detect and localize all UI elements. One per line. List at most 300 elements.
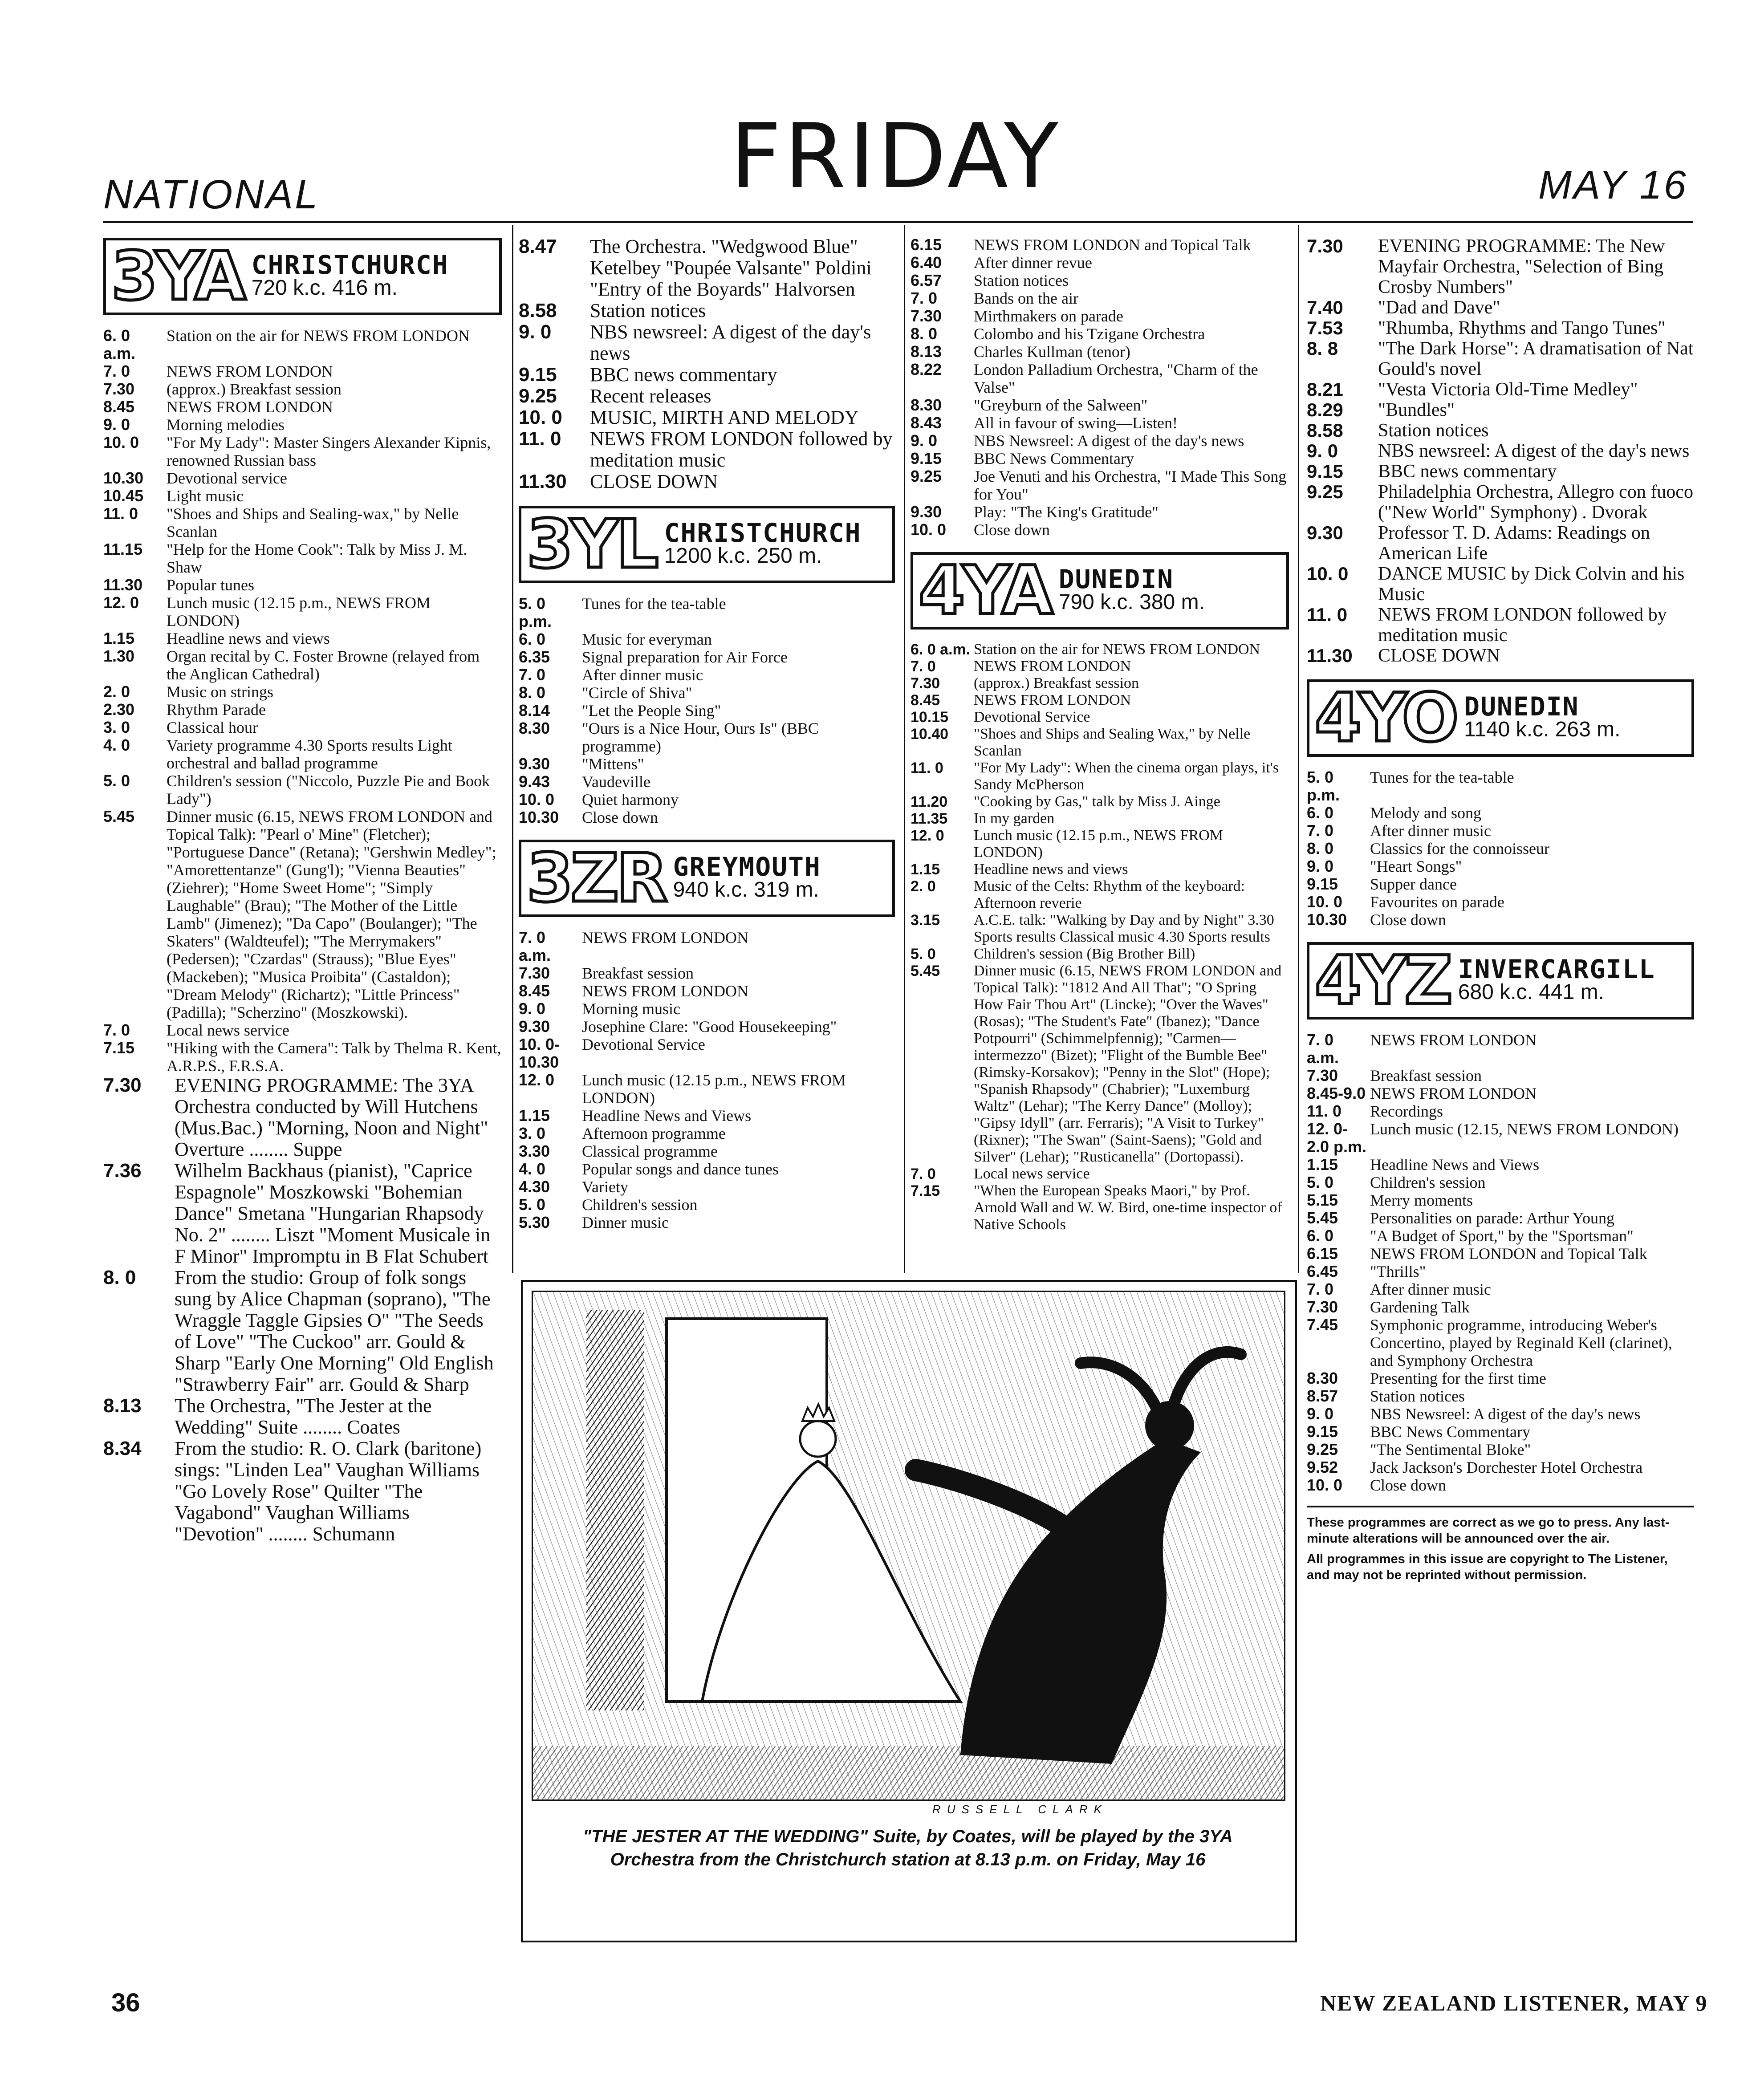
programme-time: 11.20 (911, 793, 948, 810)
programme-entry (1307, 1209, 1694, 1227)
programme-time: 8. 8 (1307, 338, 1338, 359)
programme-description: NEWS FROM LONDON (167, 398, 333, 416)
programme-time: 4. 0 (519, 1160, 546, 1178)
programme-entry (103, 469, 502, 487)
programme-entry (103, 808, 502, 1021)
programme-time: 10. 0-10.30 (519, 1035, 560, 1071)
programme-entry (1307, 1476, 1694, 1494)
programme-description: Headline news and views (167, 630, 330, 647)
programme-description: Play: "The King's Gratitude" (974, 503, 1159, 521)
programme-time: 7.30 (103, 1074, 142, 1096)
programme-time: 8.47 (519, 236, 557, 257)
programme-time: 7.40 (1307, 297, 1343, 318)
programme-entry (911, 236, 1289, 254)
programme-entry (911, 450, 1289, 467)
station-header-3ya (103, 238, 502, 315)
programme-description: "Dad and Dave" (1378, 297, 1500, 318)
programme-entry (103, 719, 502, 736)
programme-time: 9. 0 (519, 999, 546, 1018)
programme-entry (911, 793, 1289, 810)
programme-time: 6. 0 (1307, 804, 1334, 822)
programme-time: 12. 0-2.0 p.m. (1307, 1120, 1367, 1156)
programme-description: Station notices (590, 300, 706, 321)
programme-description: Breakfast session (582, 964, 694, 982)
programme-time: 9. 0 (1307, 1405, 1334, 1423)
programme-time: 7.30 (519, 964, 550, 982)
programme-time: 2. 0 (911, 878, 936, 895)
programme-time: 11.35 (911, 810, 948, 827)
programme-entry (519, 1107, 895, 1125)
programme-time: 5. 0 p.m. (519, 594, 552, 630)
programme-time: 10.45 (103, 487, 144, 505)
programme-entry (911, 396, 1289, 414)
station-frequency: 1140 k.c. 263 m. (1464, 718, 1621, 741)
programme-time: 7.30 (1307, 236, 1343, 256)
programme-entry (1307, 1441, 1694, 1458)
programme-time: 8.30 (1307, 1369, 1338, 1387)
programme-entry (911, 827, 1289, 861)
programme-description: NEWS FROM LONDON followed by meditation music (1378, 605, 1667, 646)
programme-list (1307, 1031, 1694, 1494)
programme-time: 7. 0 (103, 362, 130, 380)
programme-description: Symphonic programme, introducing Weber's Concertino, played by Reginald Kell (clarinet), and Symphony Orchestra (1370, 1316, 1672, 1369)
programme-description: "Circle of Shiva" (582, 684, 692, 702)
programme-time: 7. 0 (1307, 1280, 1334, 1298)
programme-description: Lunch music (12.15 p.m., NEWS FROM LONDON) (974, 827, 1224, 861)
programme-entry (1307, 893, 1694, 911)
programme-time: 8.45 (519, 982, 550, 1000)
programme-description: BBC News Commentary (1370, 1423, 1530, 1441)
programme-entry (519, 1000, 895, 1018)
programme-entry (103, 683, 502, 701)
programme-description: Classical programme (582, 1142, 718, 1160)
programme-description: NBS newsreel: A digest of the day's news (1378, 441, 1690, 461)
programme-description: MUSIC, MIRTH AND MELODY (590, 406, 859, 428)
programme-time: 10. 0 (519, 406, 562, 428)
programme-time: 6.35 (519, 648, 550, 666)
programme-time: 1.30 (103, 647, 135, 665)
programme-time: 3.30 (519, 1142, 550, 1160)
programme-description: Close down (1370, 911, 1446, 929)
programme-description: Favourites on parade (1370, 893, 1504, 911)
programme-entry (1307, 400, 1694, 420)
programme-entry (911, 810, 1289, 827)
programme-time: 8. 0 (519, 683, 546, 702)
programme-entry (103, 362, 502, 380)
programme-time: 6. 0 a.m. (103, 326, 136, 362)
programme-entry (519, 791, 895, 808)
programme-description: Bands on the air (974, 289, 1078, 307)
programme-time: 10. 0 (519, 790, 555, 808)
programme-time: 10. 0 (103, 433, 139, 451)
programme-description: After dinner revue (974, 254, 1092, 272)
programme-description: "Hiking with the Camera": Talk by Thelma R. Kent, A.R.P.S., F.R.S.A. (167, 1039, 501, 1075)
programme-description: Station on the air for NEWS FROM LONDON (167, 327, 470, 345)
programme-time: 11. 0 (1307, 1102, 1342, 1120)
programme-description: In my garden (974, 810, 1055, 827)
programme-time: 8. 0 (1307, 839, 1334, 857)
programme-entry (519, 755, 895, 773)
station-header-4ya (911, 552, 1289, 630)
programme-time: 7.53 (1307, 317, 1343, 338)
programme-entry (1307, 441, 1694, 461)
programme-description: Signal preparation for Air Force (582, 648, 788, 666)
programme-description: "Bundles" (1378, 400, 1455, 420)
programme-description: Close down (974, 521, 1050, 539)
programme-entry (519, 471, 895, 492)
programme-entry (1307, 461, 1694, 482)
programme-time: 5.45 (1307, 1209, 1338, 1227)
programme-description: Recordings (1370, 1102, 1443, 1120)
programme-time: 7. 0 a.m. (1307, 1031, 1339, 1067)
programme-time: 9.15 (1307, 461, 1343, 482)
programme-list (519, 236, 895, 492)
programme-entry (911, 503, 1289, 521)
programme-time: 8.14 (519, 701, 550, 719)
programme-entry (519, 1071, 895, 1107)
page-title: FRIDAY (730, 105, 1061, 208)
station-call-sign: 4YO (1315, 679, 1456, 757)
programme-time: 8.58 (519, 300, 557, 321)
programme-description: Merry moments (1370, 1191, 1473, 1209)
programme-description: NEWS FROM LONDON and Topical Talk (1370, 1245, 1647, 1263)
programme-entry (1307, 1191, 1694, 1209)
programme-entry (519, 666, 895, 684)
programme-time: 9.30 (911, 503, 942, 521)
programme-entry (103, 576, 502, 594)
programme-description: Local news service (167, 1021, 289, 1039)
programme-time: 9.15 (1307, 1422, 1338, 1441)
programme-description: Devotional Service (974, 709, 1090, 725)
programme-time: 7. 0 (911, 658, 936, 675)
programme-time: 1.15 (519, 1106, 550, 1125)
header-rule (103, 221, 1693, 223)
programme-time: 10. 0 (1307, 563, 1349, 584)
programme-time: 8.30 (519, 719, 550, 737)
programme-description: "Heart Songs" (1370, 857, 1462, 875)
programme-description: Philadelphia Orchestra, Allegro con fuoco ("New World" Symphony) . Dvorak (1378, 482, 1693, 523)
programme-description: Music of the Celts: Rhythm of the keyboard: Afternoon reverie (974, 878, 1245, 911)
programme-description: EVENING PROGRAMME: The 3YA Orchestra conducted by Will Hutchens (Mus.Bac.) "Morning, Noon and Night" Overture ........ Suppe (175, 1074, 488, 1160)
programme-description: London Palladium Orchestra, "Charm of the Valse" (974, 361, 1258, 396)
evening-programme-list (103, 1075, 502, 1545)
programme-description: Close down (1370, 1476, 1446, 1494)
programme-description: Lunch music (12.15 p.m., NEWS FROM LONDON) (167, 594, 431, 630)
programme-time: 9.25 (1307, 481, 1343, 502)
programme-time: 10.30 (103, 469, 144, 487)
programme-entry (103, 380, 502, 398)
programme-entry (519, 386, 895, 407)
programme-entry (103, 487, 502, 505)
programme-time: 8. 0 (103, 1267, 136, 1288)
programme-time: 8.45-9.0 (1307, 1084, 1366, 1102)
programme-time: 8.22 (911, 360, 942, 378)
programme-time: 4. 0 (103, 736, 130, 754)
programme-time: 6.15 (911, 236, 942, 254)
programme-description: Breakfast session (1370, 1067, 1482, 1085)
evening-programme-list (1307, 236, 1694, 666)
programme-time: 8.43 (911, 414, 942, 432)
station-header-4yo (1307, 679, 1694, 757)
programme-description: Morning music (582, 1000, 680, 1018)
programme-entry (1307, 840, 1694, 857)
programme-time: 9. 0 (519, 321, 552, 343)
programme-description: Charles Kullman (tenor) (974, 343, 1130, 361)
programme-entry (103, 1075, 502, 1160)
programme-entry (519, 236, 895, 300)
programme-time: 9.43 (519, 772, 550, 791)
programme-time: 7.15 (911, 1182, 940, 1199)
programme-description: Tunes for the tea-table (582, 595, 726, 613)
programme-description: NEWS FROM LONDON and Topical Talk (974, 236, 1251, 254)
section-label: NATIONAL (103, 172, 320, 217)
programme-entry (1307, 1458, 1694, 1476)
jester-illustration (532, 1291, 1285, 1801)
programme-entry (911, 307, 1289, 325)
programme-description: "Shoes and Ships and Sealing-wax," by Nelle Scanlan (167, 505, 459, 540)
column-4 (1307, 236, 1694, 1583)
programme-entry (1307, 297, 1694, 318)
programme-time: 7.30 (1307, 1298, 1338, 1316)
programme-description: From the studio: Group of folk songs sung by Alice Chapman (soprano), "The Wraggle Taggle Gipsies O" "The Seeds of Love" "The Cuckoo" arr. Gould & Sharp "Early One Morning" Old English "Strawberry Fair" arr. Gould & Sharp (175, 1267, 494, 1395)
programme-time: 6.57 (911, 271, 942, 289)
programme-entry (103, 1438, 502, 1545)
programme-description: A.C.E. talk: "Walking by Day and by Night" 3.30 Sports results Classical music 4.30 Sports results (974, 912, 1274, 945)
column-3 (911, 236, 1289, 1233)
programme-entry (911, 521, 1289, 539)
programme-description: Vaudeville (582, 773, 650, 791)
programme-time: 10.40 (911, 726, 949, 743)
programme-entry (1307, 1227, 1694, 1245)
programme-entry (911, 467, 1289, 503)
programme-description: "Mittens" (582, 755, 644, 773)
programme-description: NBS Newsreel: A digest of the day's news (1370, 1405, 1641, 1423)
programme-time: 9. 0 (1307, 440, 1338, 461)
programme-entry (103, 701, 502, 719)
station-city: CHRISTCHURCH (251, 250, 449, 280)
programme-entry (911, 343, 1289, 361)
page-number: 36 (111, 1988, 140, 2017)
programme-time: 7.30 (103, 380, 135, 398)
programme-entry (519, 684, 895, 702)
programme-entry (1307, 1405, 1694, 1423)
programme-description: Mirthmakers on parade (974, 307, 1123, 325)
station-city: DUNEDIN (1058, 564, 1174, 594)
programme-time: 12. 0 (911, 827, 944, 844)
programme-description: Children's session (1370, 1174, 1486, 1191)
programme-description: Joe Venuti and his Orchestra, "I Made This Song for You" (974, 467, 1287, 503)
programme-entry (911, 641, 1289, 658)
programme-entry (911, 675, 1289, 692)
programme-description: Dinner music (582, 1214, 669, 1231)
programme-description: Close down (582, 808, 658, 826)
programme-description: The Orchestra. "Wedgwood Blue" Ketelbey "Poupée Valsante" Poldini "Entry of the Boyards" Halvorsen (590, 236, 872, 300)
programme-description: All in favour of swing—Listen! (974, 414, 1178, 432)
station-city: CHRISTCHURCH (664, 518, 862, 548)
programme-entry (519, 321, 895, 364)
column-rule-3 (1298, 225, 1299, 1273)
programme-description: Afternoon programme (582, 1125, 726, 1142)
programme-entry (1307, 564, 1694, 605)
programme-description: Presenting for the first time (1370, 1369, 1546, 1387)
programme-time: 9.15 (1307, 875, 1338, 893)
programme-entry (1307, 1085, 1694, 1102)
programme-time: 10.30 (519, 808, 559, 826)
programme-entry (1307, 1423, 1694, 1441)
programme-time: 5.15 (1307, 1191, 1338, 1209)
programme-time: 10.15 (911, 709, 949, 726)
programme-time: 8.34 (103, 1438, 142, 1459)
programme-entry (911, 658, 1289, 675)
programme-entry (1307, 523, 1694, 564)
programme-time: 9.25 (1307, 1440, 1338, 1458)
programme-entry (1307, 857, 1694, 875)
programme-entry (103, 630, 502, 647)
programme-description: Popular tunes (167, 576, 254, 594)
programme-description: Organ recital by C. Foster Browne (relayed from the Anglican Cathedral) (167, 647, 480, 683)
programme-description: NEWS FROM LONDON (974, 692, 1131, 708)
programme-time: 5.30 (519, 1213, 550, 1231)
programme-description: Classics for the connoisseur (1370, 840, 1549, 857)
programme-time: 3.15 (911, 912, 940, 929)
illustration-caption: "THE JESTER AT THE WEDDING" Suite, by Coates, will be played by the 3YA Orchestra from the Christchurch station at 8.13 p.m. on Friday, May 16 (583, 1827, 1233, 1869)
programme-entry (1307, 1174, 1694, 1191)
programme-time: 11.30 (519, 471, 567, 492)
programme-time: 9. 0 (911, 431, 938, 450)
programme-time: 8.58 (1307, 420, 1343, 441)
notes-copyright: All programmes in this issue are copyright to The Listener, and may not be reprinted without permission. (1307, 1552, 1668, 1582)
programme-entry (103, 416, 502, 434)
programme-entry (1307, 1263, 1694, 1280)
programme-time: 2.30 (103, 700, 135, 719)
station-frequency: 790 k.c. 380 m. (1058, 590, 1205, 614)
station-header-4yz (1307, 942, 1694, 1020)
programme-description: "Rhumba, Rhythms and Tango Tunes" (1378, 318, 1666, 338)
programme-description: NEWS FROM LONDON (167, 362, 333, 380)
programme-list (103, 327, 502, 1075)
programme-description: Lunch music (12.15, NEWS FROM LONDON) (1370, 1120, 1679, 1138)
programme-description: From the studio: R. O. Clark (baritone) sings: "Linden Lea" Vaughan Williams "Go Lovely Rose" Quilter "The Vagabond" Vaughan Williams "Devotion" ........ Schumann (175, 1438, 482, 1545)
programme-description: The Orchestra, "The Jester at the Wedding" Suite ........ Coates (175, 1395, 432, 1438)
programme-time: 8.13 (911, 342, 942, 361)
programme-time: 7. 0 a.m. (519, 928, 551, 964)
programme-description: (approx.) Breakfast session (167, 380, 341, 398)
programme-entry (1307, 1156, 1694, 1174)
programme-time: 12. 0 (103, 593, 139, 612)
programme-entry (519, 364, 895, 386)
programme-description: NBS newsreel: A digest of the day's news (590, 321, 871, 364)
programme-entry (519, 929, 895, 964)
programme-entry (103, 327, 502, 362)
programme-entry (103, 647, 502, 683)
programme-entry (911, 912, 1289, 946)
programme-description: NEWS FROM LONDON (582, 982, 749, 1000)
programme-time: 8.13 (103, 1395, 142, 1417)
station-call-sign: 3YL (527, 506, 656, 583)
programme-entry (519, 1142, 895, 1160)
programme-description: Headline News and Views (582, 1107, 752, 1125)
programme-list (1307, 768, 1694, 929)
programme-entry (519, 1196, 895, 1214)
programme-description: BBC news commentary (1378, 461, 1557, 482)
programme-description: BBC news commentary (590, 364, 777, 386)
programme-description: Devotional Service (582, 1036, 705, 1053)
column-3ya (103, 236, 502, 1545)
programme-description: Quiet harmony (582, 791, 679, 808)
programme-time: 9.52 (1307, 1458, 1338, 1476)
programme-description: NEWS FROM LONDON followed by meditation music (590, 428, 893, 471)
programme-time: 8.21 (1307, 379, 1343, 400)
programme-entry (911, 709, 1289, 726)
programme-entry (519, 964, 895, 982)
programme-entry (103, 1395, 502, 1438)
programme-description: "Ours is a Nice Hour, Ours Is" (BBC programme) (582, 719, 819, 755)
programme-entry (1307, 1280, 1694, 1298)
illustration-frame (521, 1280, 1297, 1942)
programme-entry (103, 540, 502, 576)
programme-entry (519, 630, 895, 648)
programme-entry (519, 1160, 895, 1178)
programme-description: (approx.) Breakfast session (974, 675, 1139, 691)
programme-description: Rhythm Parade (167, 701, 266, 719)
programme-time: 11. 0 (911, 760, 943, 776)
programme-description: After dinner music (582, 666, 703, 684)
programme-list (911, 641, 1289, 1233)
programme-time: 7.30 (911, 675, 940, 692)
programme-entry (103, 594, 502, 630)
station-city: INVERCARGILL (1458, 954, 1655, 984)
programme-description: "For My Lady": When the cinema organ plays, it's Sandy McPherson (974, 760, 1279, 793)
programme-description: "Greyburn of the Salween" (974, 396, 1148, 414)
programme-time: 11.15 (103, 540, 143, 558)
programme-time: 5. 0 p.m. (1307, 768, 1340, 804)
station-frequency: 720 k.c. 416 m. (251, 276, 398, 300)
programme-entry (1307, 605, 1694, 646)
programme-time: 7. 0 (519, 666, 546, 684)
programme-time: 9. 0 (103, 415, 130, 434)
programme-entry (1307, 875, 1694, 893)
programme-time: 8.45 (103, 398, 135, 416)
programme-time: 10. 0 (1307, 893, 1343, 911)
programme-time: 7.36 (103, 1160, 142, 1182)
programme-time: 9.15 (519, 364, 557, 386)
programme-time: 7.30 (911, 307, 942, 325)
station-header-3zr (519, 840, 895, 917)
programme-time: 7. 0 (911, 289, 938, 307)
programme-entry (911, 963, 1289, 1166)
programme-description: "The Dark Horse": A dramatisation of Nat Gould's novel (1378, 338, 1694, 379)
programme-entry (103, 434, 502, 469)
programme-description: Children's session (Big Brother Bill) (974, 946, 1195, 962)
programme-time: 9.25 (911, 467, 942, 485)
programme-description: Dinner music (6.15, NEWS FROM LONDON and Topical Talk): "Pearl o' Mine" (Fletcher); "Portuguese Dance" (Retana); "Gershwin Medley"; "Amorettentanze" (Gung'l); "Vienna Beauties" (Ziehrer); "Home Sweet Home"; "Simply Laughable" (Brau); "The Mother of the Little Lamb" (Jimenez); "Da Capo" (Boulanger); "The Skaters" (Waldteufel); "The Merrymakers" (Pedersen); "Czardas" (Strauss); "Blue Eyes" (Mackeben); "Musica Proibita" (Castaldon); "Dream Melody" (Richartz); "Little Princess" (Padilla); "Scherzino" (Moszkowski). (167, 808, 496, 1021)
programme-time: 10. 0 (1307, 1476, 1343, 1494)
station-call-sign: 4YZ (1315, 942, 1450, 1020)
programme-entry (911, 1182, 1289, 1233)
programme-entry (1307, 822, 1694, 840)
programme-entry (103, 772, 502, 808)
programme-description: Headline news and views (974, 861, 1128, 877)
background-shading (533, 1292, 1284, 1799)
programme-description: NEWS FROM LONDON (1370, 1031, 1537, 1049)
programme-list (519, 929, 895, 1231)
programme-time: 9.30 (519, 1017, 550, 1036)
station-call-sign: 3YA (111, 238, 244, 315)
programme-time: 1.15 (1307, 1155, 1338, 1174)
programme-entry (103, 1021, 502, 1039)
programme-time: 10. 0 (911, 520, 947, 539)
programme-description: Gardening Talk (1370, 1298, 1470, 1316)
